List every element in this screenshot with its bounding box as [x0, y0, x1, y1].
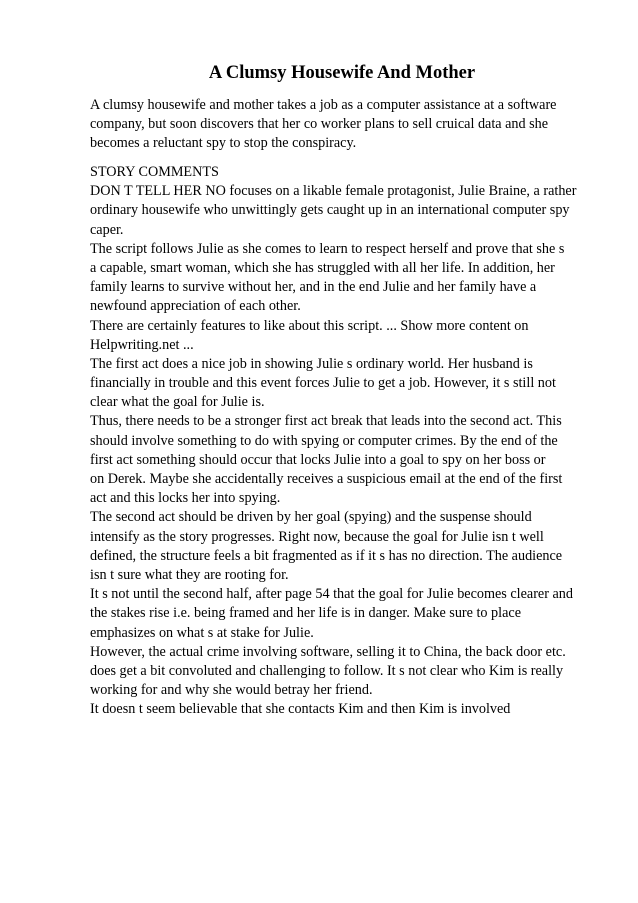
text-line: financially in trouble and this event forces Julie to get a job. However, it s still not — [90, 375, 556, 392]
text-line: The first act does a nice job in showing Julie s ordinary world. Her husband is — [90, 355, 533, 372]
text-line: intensify as the story progresses. Right now, because the goal for Julie isn t well — [90, 528, 544, 545]
text-line: Thus, there needs to be a stronger first act break that leads into the second act. This — [90, 413, 562, 430]
text-line: on Derek. Maybe she accidentally receives a suspicious email at the end of the first — [90, 471, 563, 487]
text-line: first act something should occur that locks Julie into a goal to spy on her boss or — [90, 451, 546, 468]
text-line: act and this locks her into spying. — [90, 490, 281, 507]
summary-paragraph — [90, 96, 600, 154]
text-line: working for and why she would betray her friend. — [90, 682, 373, 699]
text-line: ordinary housewife who unwittingly gets caught up in an international computer spy — [90, 202, 570, 219]
text-line: It s not until the second half, after page 54 that the goal for Julie becomes clearer and — [90, 586, 573, 603]
text-line: a capable, smart woman, which she has struggled with all her life. In addition, her — [90, 259, 555, 276]
text-line: emphasizes on what s at stake for Julie. — [90, 624, 314, 641]
text-line: should involve something to do with spying or computer crimes. By the end of the — [90, 432, 558, 449]
text-line: STORY COMMENTS — [90, 164, 219, 180]
text-line: defined, the structure feels a bit fragmented as if it s has no direction. The audience — [90, 547, 563, 564]
text-line: company, but soon discovers that her co worker plans to sell cruical data and she — [90, 116, 549, 133]
text-line: The script follows Julie as she comes to learn to respect herself and prove that she s — [90, 240, 565, 257]
text-line: However, the actual crime involving software, selling it to China, the back door etc. — [90, 643, 566, 660]
text-line: The second act should be driven by her goal (spying) and the suspense should — [90, 509, 532, 526]
text-line: DON T TELL HER NO focuses on a likable female protagonist, Julie Braine, a rather — [90, 183, 577, 200]
text-line: newfound appreciation of each other. — [90, 298, 301, 315]
story-comments-section — [90, 163, 600, 719]
text-line: Helpwriting.net ... — [90, 336, 194, 353]
text-line: It doesn t seem believable that she contacts Kim and then Kim is involved — [90, 701, 511, 718]
text-line: becomes a reluctant spy to stop the conspiracy. — [90, 135, 357, 152]
text-line: does get a bit convoluted and challenging to follow. It s not clear who Kim is really — [90, 662, 564, 679]
document-title: A Clumsy Housewife And Mother — [208, 63, 476, 83]
text-line: isn t sure what they are rooting for. — [90, 566, 289, 583]
text-line: There are certainly features to like about this script. ... Show more content on — [90, 317, 529, 334]
text-line: A clumsy housewife and mother takes a job as a computer assistance at a software — [90, 97, 557, 113]
text-line: family learns to survive without her, and in the end Julie and her family have a — [90, 279, 537, 296]
text-line: the stakes rise i.e. being framed and her life is in danger. Make sure to place — [90, 605, 521, 622]
text-line: clear what the goal for Julie is. — [90, 394, 265, 411]
text-line: caper. — [90, 221, 124, 238]
